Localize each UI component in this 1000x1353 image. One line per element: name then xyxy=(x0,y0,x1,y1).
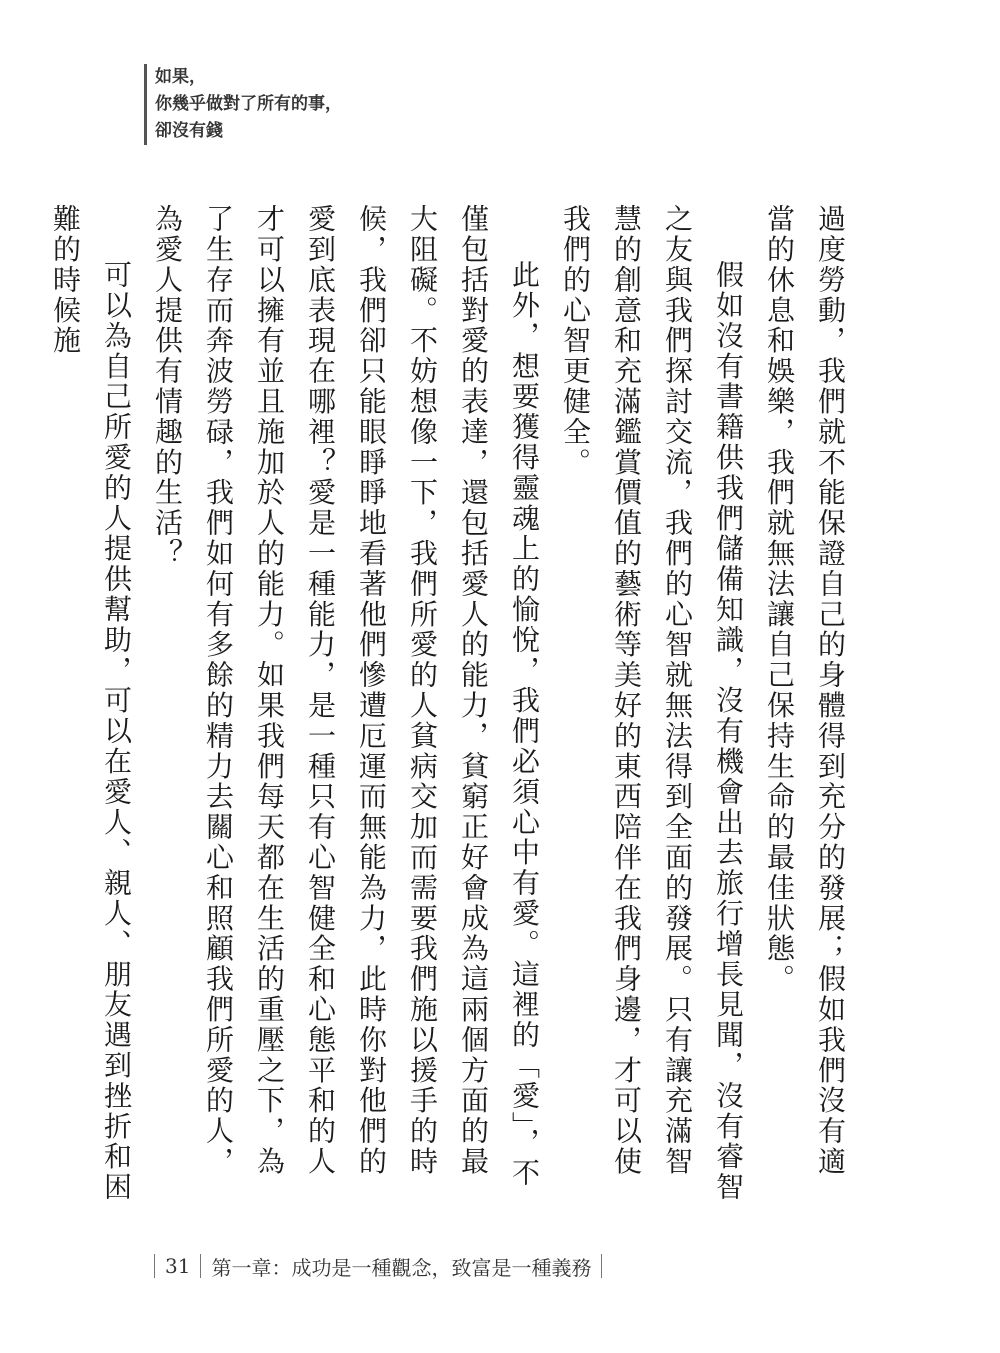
running-head-line: 你幾乎做對了所有的事， xyxy=(155,94,342,114)
footer-divider xyxy=(200,1254,201,1278)
paragraph: 假如沒有書籍供我們儲備知識，沒有機會出去旅行增長見聞，沒有睿智之友與我們探討交流，我們的心智就無法得到全面的發展。只有讓充滿智慧的創意和充滿鑑賞價值的藝術等美好的東西陪伴在我們身邊，才可以使我們的心智更健全。 xyxy=(559,204,745,1203)
running-head xyxy=(144,64,342,145)
chapter-title: 第一章：成功是一種觀念，致富是一種義務 xyxy=(211,1255,592,1280)
footer-divider xyxy=(154,1254,155,1278)
paragraph: 過度勞動，我們就不能保證自己的身體得到充分的發展；假如我們沒有適當的休息和娛樂，我們就無法讓自己保持生命的最佳狀態。 xyxy=(763,204,847,1177)
paragraph: 此外，想要獲得靈魂上的愉悅，我們必須心中有愛。這裡的「愛」，不僅包括對愛的表達，還包括愛人的能力，貧窮正好會成為這兩個方面的最大阻礙。不妨想像一下，我們所愛的人貧病交加而需要我們施以援手的時候，我們卻只能眼睜睜地看著他們慘遭厄運而無能為力，此時你對他們的愛到底表現在哪裡？愛是一種能力，是一種只有心智健全和心態平和的人才可以擁有並且施加於人的能力。如果我們每天都在生活的重壓之下，為了生存而奔波勞碌，我們如何有多餘的精力去關心和照顧我們所愛的人，為愛人提供有情趣的生活？ xyxy=(151,204,541,1189)
running-head-line: 如果， xyxy=(155,67,206,87)
footer-divider xyxy=(601,1254,602,1278)
body-text xyxy=(49,204,856,1204)
page-footer xyxy=(144,1252,612,1280)
paragraph: 可以為自己所愛的人提供幫助，可以在愛人、親人、朋友遇到挫折和困難的時候施 xyxy=(49,204,133,1203)
running-head-line: 卻沒有錢 xyxy=(155,121,223,141)
page-number: 31 xyxy=(165,1254,191,1278)
